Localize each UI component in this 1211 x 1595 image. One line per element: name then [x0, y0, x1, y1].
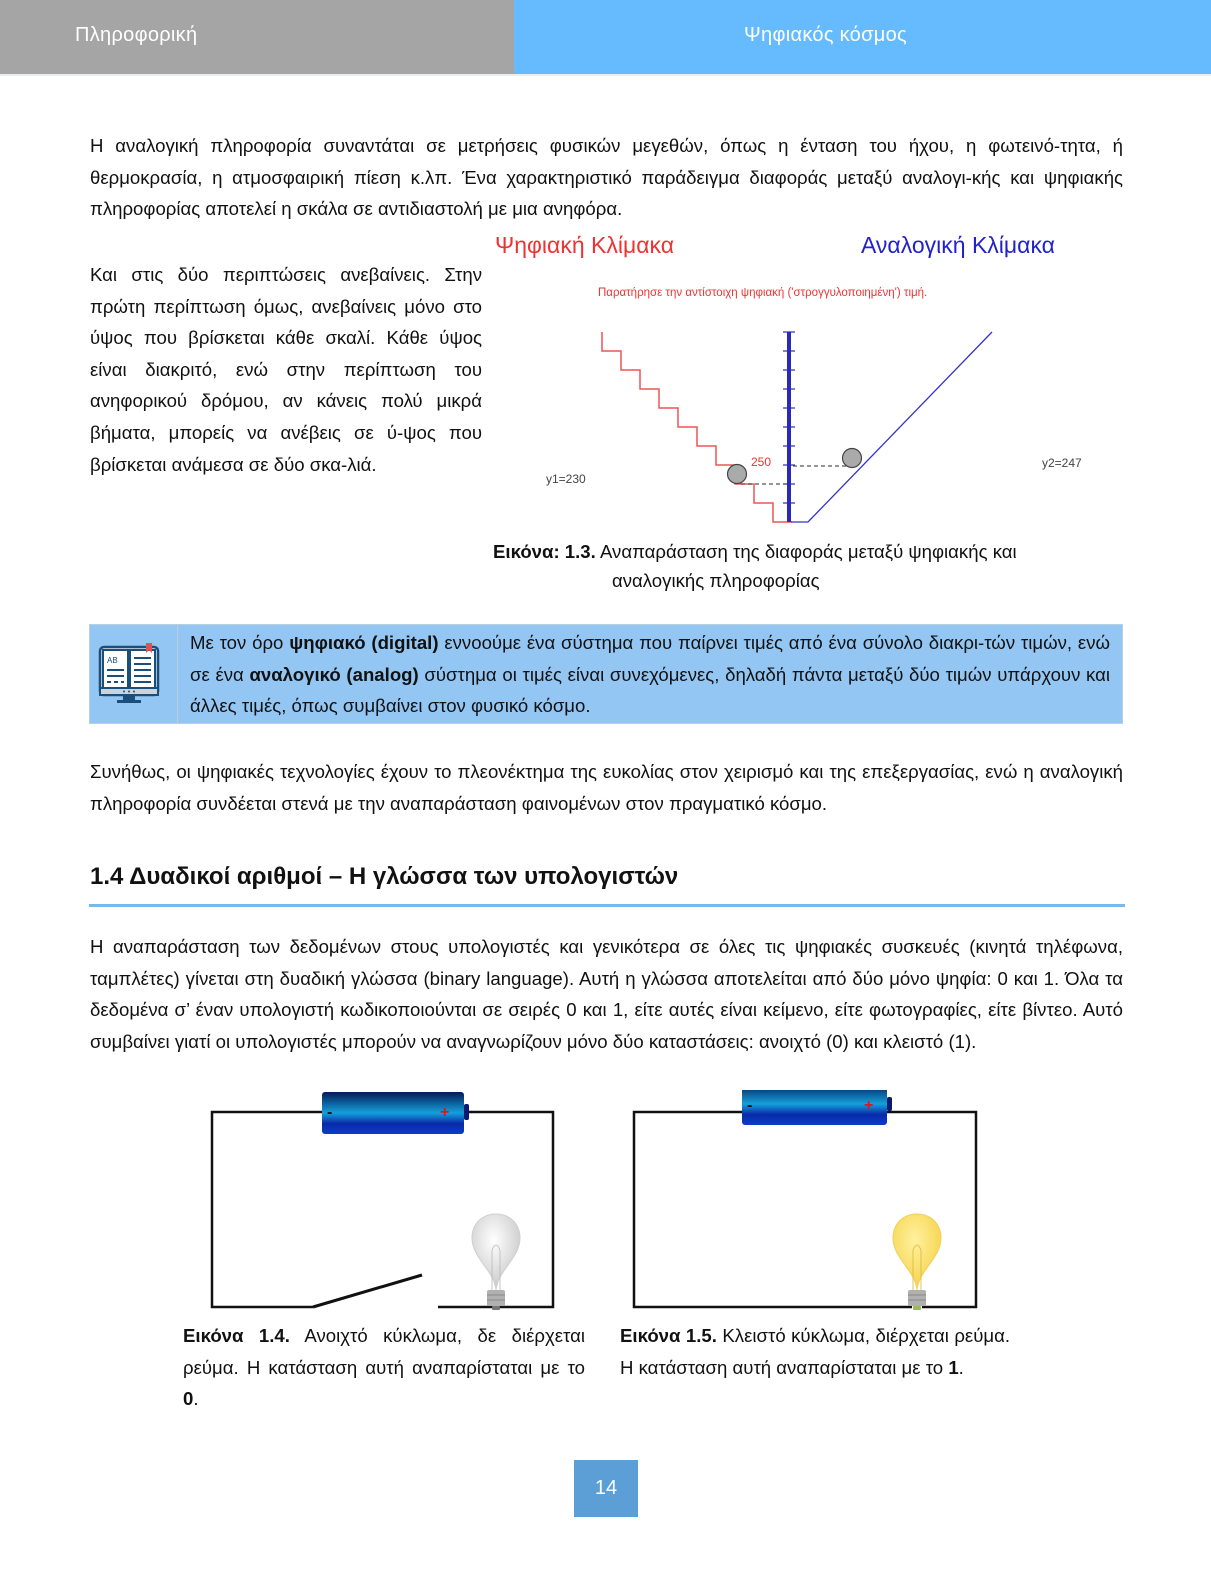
caption-text: Αναπαράσταση της διαφοράς μεταξύ ψηφιακής και	[595, 541, 1017, 562]
definition-text	[190, 627, 1110, 722]
y2-value-label: y2=247	[1042, 456, 1082, 470]
digital-staircase	[602, 332, 792, 522]
battery-icon	[322, 1092, 469, 1134]
header-book-title	[0, 0, 514, 74]
lightbulb-off-icon	[472, 1214, 520, 1310]
paragraph-binary-language: Η αναπαράσταση των δεδομένων στους υπολογιστές και γενικότερα σε όλες τις ψηφιακές συσκευές (κινητά τηλέφωνα, ταμπλέτες) γίνεται στη δυαδική γλώσσα (binary language). Αυτή η γλώσσα αποτελείται από δύο μόνο ψηφία: 0 και 1. Όλα τα δεδομένα σ’ έναν υπολογιστή κωδικοποιούνται σε σειρές 0 και 1, είτε αυτές είναι κείμενο, είτε φωτογραφίες, είτε βίντεο. Αυτό συμβαίνει γιατί οι υπολογιστές μπορούν να αναγνωρίζουν μόνο δύο καταστάσεις: ανοιχτό (0) και κλειστό (1).	[90, 936, 1123, 1052]
caption-label: Εικόνα 1.5.	[620, 1325, 717, 1346]
term-digital: ψηφιακό (digital)	[289, 632, 439, 653]
caption-text: Κλειστό κύκλωμα, διέρχεται ρεύμα. Η κατάσταση αυτή αναπαρίσταται με το	[620, 1325, 1010, 1378]
axis-value-label: 250	[751, 455, 772, 469]
svg-text:AB: AB	[107, 656, 118, 665]
battery-plus-sign: +	[440, 1104, 450, 1121]
binary-value-one: 1	[948, 1356, 959, 1378]
battery-plus-sign: +	[864, 1097, 874, 1114]
ebook-monitor-icon	[90, 625, 178, 723]
note-text-part: Με τον όρο	[190, 632, 290, 653]
paragraph-stairs-ramp: Και στις δύο περιπτώσεις ανεβαίνεις. Στην πρώτη περίπτωση όμως, ανεβαίνεις μόνο στο ύψος που βρίσκεται κάθε σκαλί. Κάθε ύψος είναι διακριτό, ενώ στην περίπτωση του ανηφορικού δρόμου, αν κάνεις πολύ μικρά βήματα, μπορείς να ανέβεις σε ύ-ψος που βρίσκεται ανάμεσα σε δύο σκα-λιά.	[90, 264, 482, 475]
battery-minus-sign: -	[327, 1104, 333, 1121]
header-divider	[0, 74, 1211, 76]
chapter-title: Ψηφιακός κόσμος	[744, 24, 907, 46]
figure-1-5-caption	[620, 1320, 1010, 1383]
caption-text-line2: αναλογικής πληροφορίας	[612, 570, 820, 591]
paragraph-digital-advantages: Συνήθως, οι ψηφιακές τεχνολογίες έχουν το πλεονέκτημα της ευκολίας στον χειρισμό και της επεξεργασίας, ενώ η αναλογική πληροφορία συνδέεται στενά με την αναπαράσταση φαινομένων στον πραγματικό κόσμο.	[90, 761, 1123, 814]
analog-scale-title: Αναλογική Κλίμακα	[861, 232, 1055, 258]
caption-end: .	[193, 1388, 199, 1410]
book-title: Πληροφορική	[75, 24, 198, 46]
caption-end: .	[958, 1356, 964, 1378]
section-heading-underline	[89, 904, 1125, 907]
page-number: 14	[574, 1460, 638, 1517]
digital-ball	[728, 465, 747, 484]
section-heading: 1.4 Δυαδικοί αριθμοί – Η γλώσσα των υπολογιστών	[90, 863, 679, 890]
y1-value-label: y1=230	[546, 472, 586, 486]
digital-scale-title: Ψηφιακή Κλίμακα	[495, 232, 675, 258]
battery-icon	[742, 1090, 892, 1125]
figure-closed-circuit	[632, 1090, 992, 1330]
caption-label: Εικόνα: 1.3.	[493, 541, 596, 562]
page-header	[0, 0, 1211, 74]
caption-label: Εικόνα 1.4.	[183, 1325, 290, 1346]
paragraph-analog-intro: Η αναλογική πληροφορία συναντάται σε μετρήσεις φυσικών μεγεθών, όπως η ένταση του ήχου, η φωτεινό-τητα, ή θερμοκρασία, η ατμοσφαιρική πίεση κ.λπ. Ένα χαρακτηριστικό παράδειγμα διαφοράς μεταξύ αναλογι-κής και ψηφιακής πληροφορίας αποτελεί η σκάλα σε αντιδιαστολή με μια ανηφόρα.	[90, 135, 1123, 220]
analog-ramp	[791, 332, 992, 522]
figure-digital-vs-analog-scale	[495, 228, 1120, 528]
definition-note-box	[89, 624, 1123, 724]
lightbulb-on-icon	[893, 1214, 941, 1310]
note-text-part: εννοούμε ένα σύστημα που παίρνει τιμές από ένα σύνολο διακρι-τών τιμών, ενώ σε ένα	[190, 632, 1111, 685]
figure-1-3-caption	[493, 537, 1113, 595]
note-text-part: σύστημα οι τιμές είναι συνεχόμενες, δηλαδή πάντα μεταξύ δύο τιμών υπάρχουν και άλλες τιμές, όπως συμβαίνει στον φυσικό κόσμο.	[190, 663, 1111, 717]
header-chapter-title	[514, 0, 1211, 74]
term-analog: αναλογικό (analog)	[249, 663, 419, 685]
figure-open-circuit	[210, 1090, 570, 1330]
binary-value-zero: 0	[183, 1388, 194, 1410]
battery-minus-sign: -	[747, 1097, 753, 1114]
figure-1-4-caption	[183, 1320, 585, 1415]
analog-ball	[843, 449, 862, 468]
open-switch-lever	[313, 1275, 422, 1307]
figure-subtitle: Παρατήρησε την αντίστοιχη ψηφιακή ('στρογγυλοποιημένη') τιμή.	[598, 287, 928, 299]
caption-text: Ανοιχτό κύκλωμα, δε διέρχεται ρεύμα. Η κατάσταση αυτή αναπαρίσταται με το	[183, 1325, 585, 1378]
